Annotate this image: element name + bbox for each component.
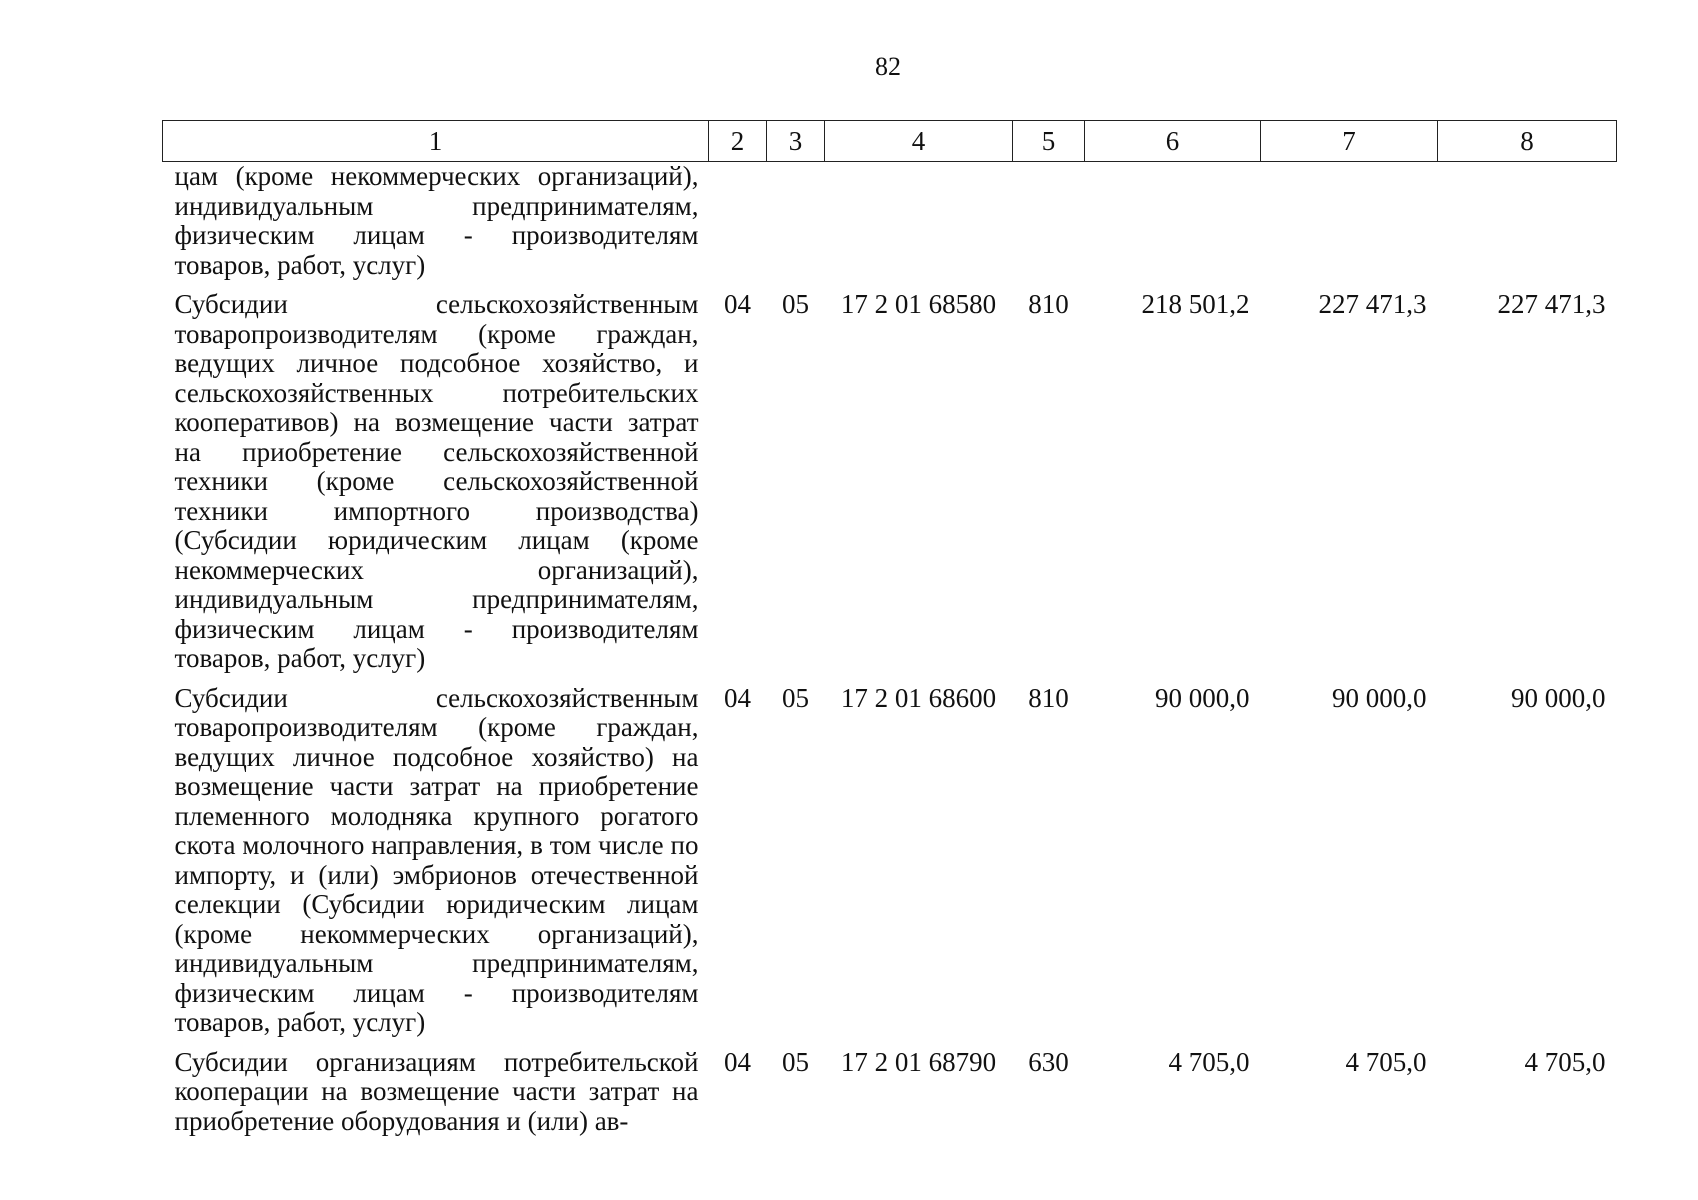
column-header-3: 3 — [767, 121, 825, 162]
row-amount-7: 4 705,0 — [1345, 1046, 1427, 1077]
row-expense-type: 810 — [1028, 682, 1069, 713]
row-amount-7: 227 471,3 — [1318, 289, 1427, 319]
row-subsection — [767, 162, 825, 291]
row-amount-8: 227 471,3 — [1497, 289, 1606, 319]
row-amount-7 — [1261, 162, 1438, 291]
column-header-2: 2 — [709, 121, 767, 162]
row-target-code: 17 2 01 68600 — [840, 682, 997, 713]
row-expense-type: 810 — [1028, 289, 1069, 319]
row-description: Субсидии сельскохозяйственным товаропроизводителям (кроме граждан, ведущих личное подсобное хозяйство, и сельскохозяйственных потребительских кооперативов) на возмещение части затрат на приобретение сельскохозяйственной техники (кроме сельскохозяйственной техники импортного производства) (Субсидии юридическим лицам (кроме некоммерческих организаций), индивидуальным предпринимателям, физическим лицам - производителям товаров, работ, услуг) — [174, 289, 699, 673]
column-header-8: 8 — [1438, 121, 1617, 162]
row-amount-8 — [1438, 162, 1617, 291]
row-section: 04 — [724, 289, 751, 319]
row-expense-type — [1013, 162, 1085, 291]
column-header-6: 6 — [1085, 121, 1261, 162]
row-target-code: 17 2 01 68790 — [840, 1046, 997, 1077]
row-amount-8: 4 705,0 — [1524, 1046, 1606, 1077]
row-subsection: 05 — [782, 289, 809, 319]
table-row — [163, 290, 1617, 684]
column-header-5: 5 — [1013, 121, 1085, 162]
row-amount-6 — [1085, 162, 1261, 291]
row-target-code: 17 2 01 68580 — [840, 289, 997, 319]
row-amount-6: 4 705,0 — [1168, 1046, 1250, 1077]
row-description: Субсидии организациям потребительской кооперации на возмещение части затрат на приобретение оборудования и (или) ав- — [174, 1046, 699, 1136]
table-row — [163, 162, 1617, 291]
row-amount-6: 90 000,0 — [1155, 682, 1250, 713]
column-header-1: 1 — [163, 121, 709, 162]
row-amount-8: 90 000,0 — [1511, 682, 1606, 713]
budget-table — [162, 120, 1617, 1136]
table-row — [163, 684, 1617, 1048]
page-number: 82 — [875, 52, 901, 81]
column-header-4: 4 — [825, 121, 1013, 162]
row-amount-6: 218 501,2 — [1141, 289, 1250, 319]
row-subsection: 05 — [782, 1046, 809, 1077]
row-amount-7: 90 000,0 — [1332, 682, 1427, 713]
row-section: 04 — [724, 1046, 751, 1077]
row-subsection: 05 — [782, 682, 809, 713]
table-row — [163, 1048, 1617, 1137]
row-section — [709, 162, 767, 291]
row-description: цам (кроме некоммерческих организаций), индивидуальным предпринимателям, физическим лицам - производителям товаров, работ, услуг) — [174, 161, 699, 280]
row-target-code — [825, 162, 1013, 291]
row-section: 04 — [724, 682, 751, 713]
row-description: Субсидии сельскохозяйственным товаропроизводителям (кроме граждан, ведущих личное подсобное хозяйство) на возмещение части затрат на приобретение племенного молодняка крупного рогатого скота молочного направления, в том числе по импорту, и (или) эмбрионов отечественной селекции (Субсидии юридическим лицам (кроме некоммерческих организаций), индивидуальным предпринимателям, физическим лицам - производителям товаров, работ, услуг) — [174, 682, 699, 1037]
column-header-7: 7 — [1261, 121, 1438, 162]
header-row — [163, 121, 1617, 162]
row-expense-type: 630 — [1028, 1046, 1069, 1077]
